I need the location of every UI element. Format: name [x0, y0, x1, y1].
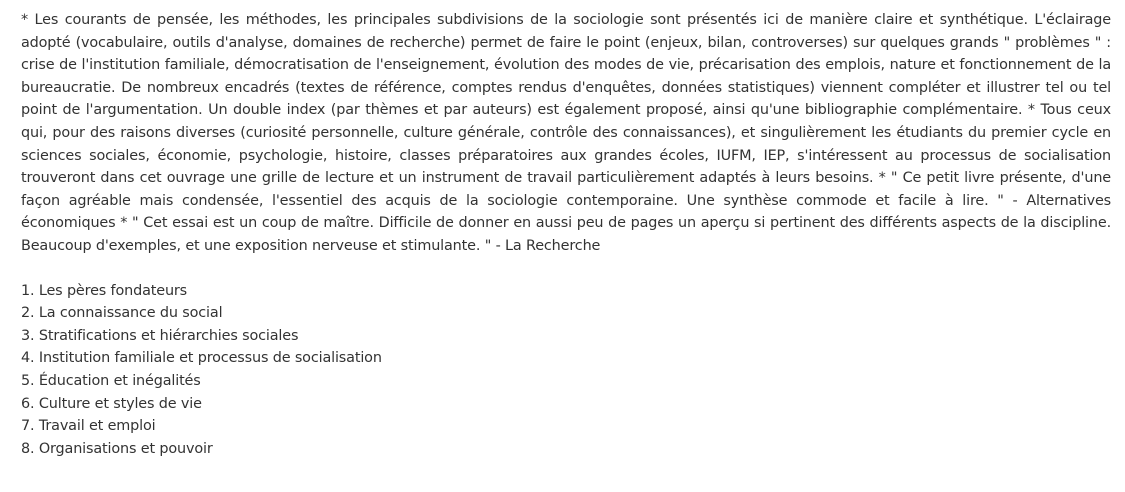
book-description-section: [21, 9, 1111, 475]
table-of-contents: [21, 280, 1111, 461]
toc-item: 2. La connaissance du social: [21, 305, 223, 322]
toc-item: 8. Organisations et pouvoir: [21, 440, 213, 457]
toc-item: 6. Culture et styles de vie: [21, 395, 202, 412]
toc-item: 3. Stratifications et hiérarchies sociales: [21, 327, 299, 344]
toc-item: 7. Travail et emploi: [21, 418, 156, 435]
toc-item: 4. Institution familiale et processus de socialisation: [21, 350, 382, 367]
toc-item: 5. Éducation et inégalités: [21, 372, 201, 389]
book-description: * Les courants de pensée, les méthodes, les principales subdivisions de la sociologie sont présentés ici de manière claire et synthétique. L'éclairage adopté (vocabulaire, outils d'analyse, domaines de recherche) permet de faire le point (enjeux, bilan, controverses) sur quelques grands " problèmes " : crise de l'institution familiale, démocratisation de l'enseignement, évolution des modes de vie, précarisation des emplois, nature et fonctionnement de la bureaucratie. De nombreux encadrés (textes de référence, comptes rendus d'enquêtes, données statistiques) viennent compléter et illustrer tel ou tel point de l'argumentation. Un double index (par thèmes et par auteurs) est également proposé, ainsi qu'une bibliographie complémentaire. * Tous ceux qui, pour des raisons diverses (curiosité personnelle, culture générale, contrôle des connaissances), et singulièrement les étudiants du premier cycle en sciences sociales, économie, psychologie, histoire, classes préparatoires aux grandes écoles, IUFM, IEP, s'intéressent au processus de socialisation trouveront dans cet ouvrage une grille de lecture et un instrument de travail particulièrement adaptés à leurs besoins. * " Ce petit livre présente, d'une façon agréable mais condensée, l'essentiel des acquis de la sociologie contemporaine. Une synthèse commode et facile à lire. " - Alternatives économiques * " Cet essai est un coup de maître. Difficile de donner en aussi peu de pages un aperçu si pertinent des différents aspects de la discipline. Beaucoup d'exemples, et une exposition nerveuse et stimulante. " - La Recherche: [21, 12, 1111, 254]
toc-item: 1. Les pères fondateurs: [21, 282, 188, 299]
